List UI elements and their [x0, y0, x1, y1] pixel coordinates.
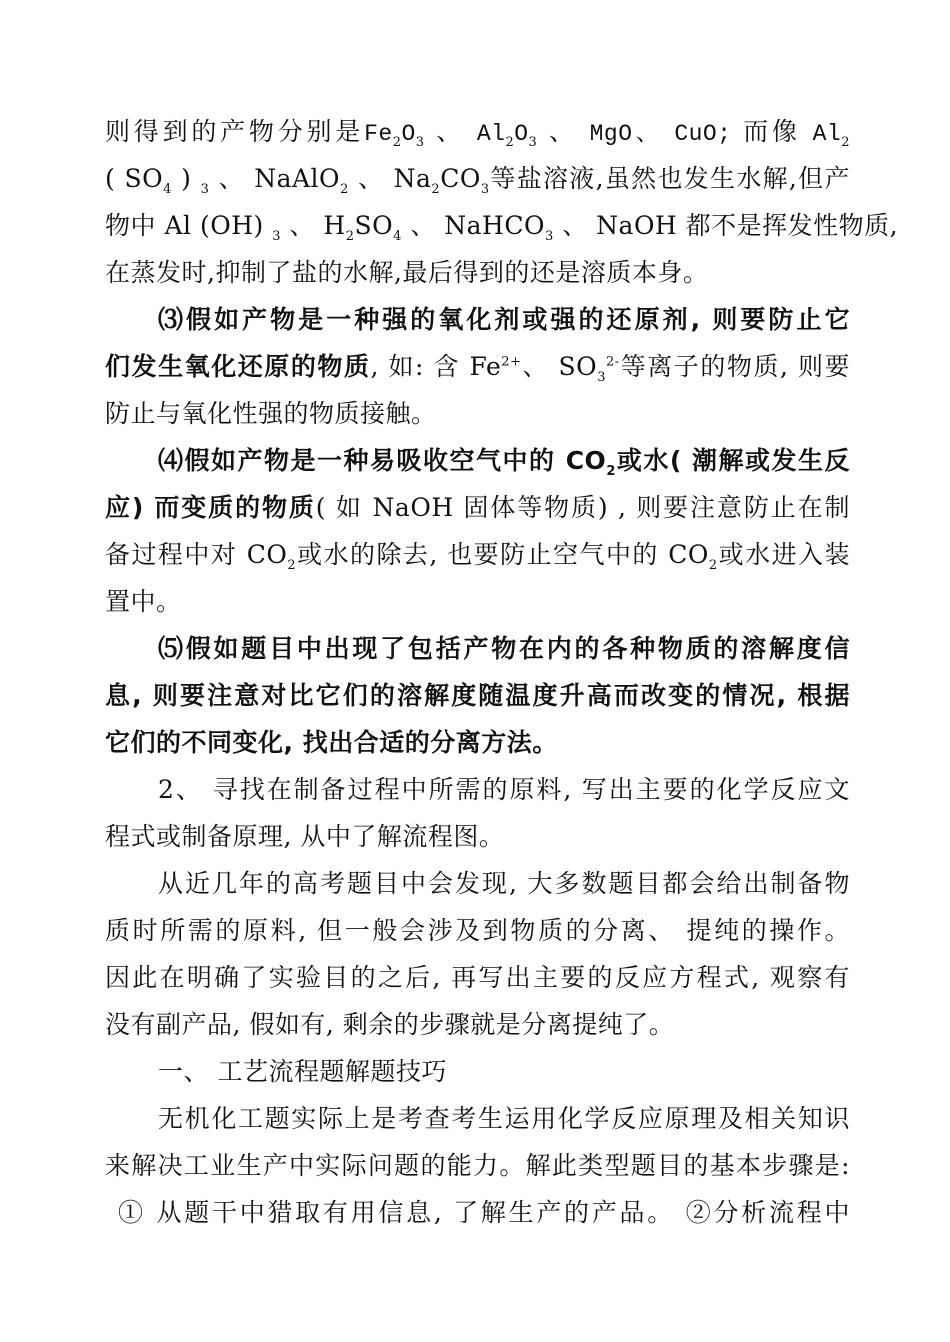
- text-line-bold: 它们的不同变化, 找出合适的分离方法。: [105, 728, 558, 757]
- text-line: 应) 而变质的物质( 如 NaOH 固体等物质) , 则要注意防止在制: [105, 493, 850, 522]
- text-line: 则得到的产物分别是$Fe_2O_3$ 、 $Al_2O_3$ 、 MgO、 CuO; 而像 $Al_2$: [105, 117, 850, 150]
- text-line: 防止与氧化性强的物质接触。: [105, 399, 437, 428]
- text-line: 因此在明确了实验目的之后, 再写出主要的反应方程式, 观察有: [105, 963, 850, 992]
- text-line: 质时所需的原料, 但一般会涉及到物质的分离、 提纯的操作。: [105, 916, 850, 945]
- text-line: 2、 寻找在制备过程中所需的原料, 写出主要的化学反应文: [158, 775, 850, 804]
- text-line: 程式或制备原理, 从中了解流程图。: [105, 822, 505, 851]
- text-line: 在蒸发时,抑制了盐的水解,最后得到的还是溶质本身。: [105, 258, 709, 287]
- section-heading: 一、 工艺流程题解题技巧: [158, 1057, 447, 1086]
- text-line: 们发生氧化还原的物质, 如: 含 $Fe^{2+}$、 $SO_3^{2-}$等离子的物质, 则要: [105, 352, 850, 385]
- text-line: ① 从题干中猎取有用信息, 了解生产的产品。 ②分析流程中: [118, 1198, 850, 1227]
- text-line-bold: ⑶假如产物是一种强的氧化剂或强的还原剂, 则要防止它: [158, 305, 850, 334]
- text-line: 来解决工业生产中实际问题的能力。解此类型题目的基本步骤是:: [105, 1151, 850, 1180]
- text-line-bold: ⑷假如产物是一种易吸收空气中的 $CO_2$或水( 潮解或发生反: [158, 446, 850, 479]
- text-line-bold: 息, 则要注意对比它们的溶解度随温度升高而改变的情况, 根据: [105, 681, 850, 710]
- text-line-bold: ⑸假如题目中出现了包括产物在内的各种物质的溶解度信: [158, 634, 850, 663]
- text-line: 没有副产品, 假如有, 剩余的步骤就是分离提纯了。: [105, 1010, 675, 1039]
- text-line: 无机化工题实际上是考查考生运用化学反应原理及相关知识: [158, 1104, 850, 1133]
- text-line: 备过程中对 $CO_2$或水的除去, 也要防止空气中的 $CO_2$或水进入装: [105, 540, 850, 573]
- text-line: 置中。: [105, 587, 182, 616]
- text-line: 物中 Al (OH) $_3$ 、 $H_2SO_4$ 、 NaHCO$_3$ 、 NaOH 都不是挥发性物质,: [105, 211, 899, 244]
- text-line: 从近几年的高考题目中会发现, 大多数题目都会给出制备物: [158, 869, 850, 898]
- text-line: ( $SO_4$ ) $_3$ 、 NaAlO$_2$ 、 $Na_2CO_3$等盐溶液,虽然也发生水解,但产: [105, 164, 850, 197]
